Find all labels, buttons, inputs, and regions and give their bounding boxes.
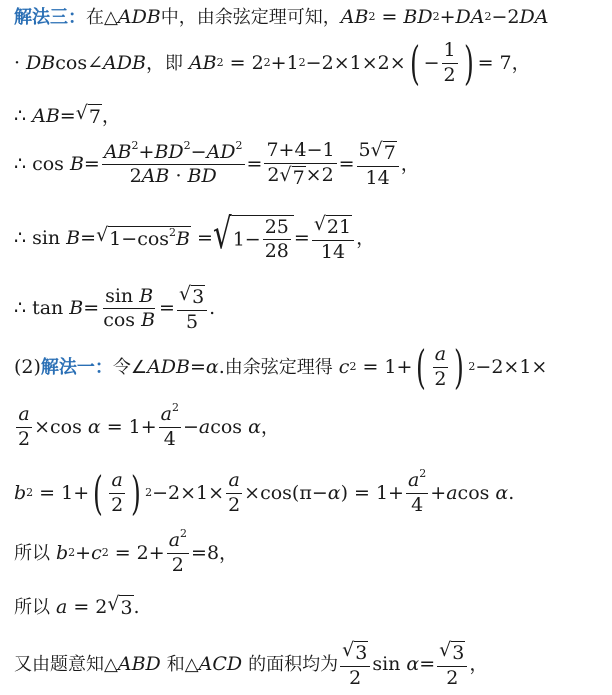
- num: 2: [168, 481, 181, 504]
- num: 8: [206, 541, 220, 564]
- num: 7: [499, 51, 512, 74]
- op: −: [121, 228, 138, 251]
- var-adb: ADB: [103, 51, 146, 74]
- numerator: a: [109, 470, 124, 494]
- var-db: DB: [26, 51, 56, 74]
- num: 2: [251, 51, 264, 74]
- op: ×: [305, 163, 322, 186]
- line-9: b 2 = 1 + ( $\frac{a}{2}$ ) 2 − 2 × 1 × $\frac{a}{2}$ × cos ( π − α ) = 1 + $\frac{a^2}{4}$ + a cos α .: [14, 465, 515, 520]
- denominator: 2: [228, 493, 241, 516]
- pi: π: [299, 481, 312, 504]
- v: AB: [103, 140, 132, 163]
- fraction-sinb: [312, 214, 354, 264]
- e: 2: [131, 138, 139, 152]
- right-paren: ): [454, 339, 465, 394]
- var-ab: AB: [32, 105, 60, 127]
- num: 1: [375, 481, 389, 504]
- e: 2: [419, 467, 427, 480]
- v: BD: [187, 165, 217, 188]
- times: ×: [244, 481, 261, 504]
- op: −: [306, 139, 323, 161]
- var-a: a: [198, 415, 211, 438]
- op: +: [138, 140, 155, 163]
- e: 2: [180, 527, 188, 540]
- eq: =: [229, 51, 246, 74]
- period: .: [133, 596, 140, 618]
- v: B: [176, 228, 190, 251]
- line-1: 解法三： 在△ ADB 中，由余弦定理可知， AB 2 = BD 2 + DA 2 − 2 DA: [14, 6, 549, 28]
- op: ·: [175, 165, 182, 188]
- line-4: [14, 140, 606, 190]
- numerator: a: [433, 344, 448, 368]
- rparen: ): [340, 481, 349, 504]
- radicand: 3: [355, 642, 368, 664]
- radicand: 7: [383, 142, 396, 164]
- denominator: 2: [18, 427, 31, 450]
- plus: +: [75, 541, 92, 564]
- comma: ，: [260, 415, 280, 438]
- final-text-c: 的面积均为: [248, 654, 339, 676]
- eq: =: [246, 153, 263, 176]
- var-b: B: [66, 227, 81, 250]
- e: 2: [169, 226, 177, 240]
- n: 1: [232, 227, 245, 250]
- method-1-label: 解法一：: [40, 356, 113, 378]
- denominator: 2: [171, 553, 184, 576]
- numerator: [312, 214, 354, 241]
- fraction-a-2: [16, 404, 32, 451]
- e: 2: [235, 138, 243, 152]
- op: −: [190, 140, 207, 163]
- numerator: [406, 467, 428, 494]
- intro-text: 在△: [86, 6, 118, 28]
- eq: =: [362, 355, 379, 378]
- radicand: 3: [120, 597, 133, 619]
- plus: +: [270, 51, 287, 74]
- minus: −: [305, 51, 322, 74]
- minus: −: [491, 6, 508, 28]
- num: 2: [95, 596, 108, 618]
- line-6: [14, 284, 606, 334]
- numerator: [357, 140, 399, 167]
- sin-fn: sin: [32, 227, 61, 250]
- var-c: c: [91, 541, 102, 564]
- eq: =: [83, 297, 100, 320]
- fraction-a2-4: [159, 401, 181, 451]
- cosine-law-text: 中，由余弦定理可知，: [160, 6, 341, 28]
- n: 4: [294, 139, 307, 161]
- eq: =: [106, 415, 123, 438]
- fn: sin: [105, 284, 134, 307]
- times: ×: [389, 51, 406, 74]
- line-11: [14, 595, 606, 620]
- fraction-numeric: [264, 140, 336, 190]
- eq: =: [477, 51, 494, 74]
- method-3-label: 解法三：: [14, 6, 86, 28]
- radicand: [108, 226, 191, 251]
- n: 2: [129, 165, 142, 188]
- num: 1: [519, 355, 532, 378]
- num: 1: [384, 355, 397, 378]
- plus: +: [140, 415, 157, 438]
- var-b: B: [69, 153, 84, 176]
- numerator: [159, 401, 181, 428]
- plus: +: [388, 481, 404, 504]
- denominator: [101, 309, 157, 332]
- denominator: 14: [365, 166, 390, 189]
- sqrt-7: √ 7: [370, 139, 396, 164]
- eq: =: [197, 227, 213, 250]
- cos-fn: cos: [210, 415, 243, 438]
- times: ×: [180, 481, 197, 504]
- denominator: 28: [264, 240, 289, 263]
- denominator: 2: [446, 666, 459, 689]
- line-3: [14, 104, 606, 129]
- v: BD: [154, 140, 184, 163]
- num: 1: [286, 51, 299, 74]
- fraction-tanb: [177, 284, 207, 334]
- angle-sym: ∠: [87, 51, 104, 74]
- sqrt-1-cos2b: √ $1-\cos^2B$: [96, 224, 190, 251]
- period: .: [218, 355, 225, 378]
- numerator: a: [16, 404, 31, 428]
- denominator: 14: [320, 240, 346, 263]
- ji-text: 即: [164, 52, 183, 74]
- fraction-cosb: [102, 138, 245, 189]
- var-a: a: [446, 481, 458, 504]
- n: 2: [267, 163, 280, 186]
- radicand: 7: [292, 166, 305, 189]
- var-a: a: [56, 596, 68, 618]
- denominator: 2: [443, 63, 456, 86]
- var-adb: ADB: [147, 355, 190, 378]
- fraction-sqrt3-2: [437, 640, 467, 690]
- var-ab: AB: [188, 51, 217, 74]
- numerator: [177, 284, 207, 311]
- fraction-a-2: [226, 470, 242, 517]
- minus: −: [475, 355, 492, 378]
- part-2-label: (2): [14, 355, 41, 378]
- cos-fn: cos: [260, 481, 292, 504]
- sqrt-3: √ 3: [178, 283, 205, 308]
- suoyi-text: 所以: [14, 542, 50, 564]
- sqrt-7: √ 7: [75, 102, 101, 128]
- therefore-sym: ∴: [14, 153, 27, 176]
- line-2: · DB cos ∠ ADB ， 即 AB 2 = 2 2 + 1 2 − 2 × 1 × 2 × ( − $\frac{1}{2}$ ) = 7 ，: [14, 35, 531, 90]
- denominator: [265, 164, 335, 190]
- times: ×: [531, 355, 548, 378]
- cos-fn: cos: [55, 51, 88, 74]
- fraction-sin-cos: [101, 286, 157, 333]
- triangle-adb: ADB: [117, 6, 161, 28]
- v: AD: [206, 140, 236, 163]
- denominator: 4: [163, 427, 176, 450]
- op: +: [278, 139, 295, 161]
- n: 5: [358, 139, 371, 161]
- minus: −: [152, 481, 169, 504]
- radicand: 21: [326, 216, 352, 238]
- minus: −: [311, 481, 328, 504]
- right-paren: ): [463, 35, 474, 90]
- period: .: [209, 297, 216, 320]
- tan-fn: tan: [32, 297, 64, 320]
- e: 2: [171, 401, 179, 414]
- final-text-a: 又由题意知△: [14, 654, 118, 676]
- eq: =: [73, 596, 90, 618]
- var-b: B: [69, 297, 84, 320]
- sqrt-1-25-28: √ 1− $\frac{25}{28}$: [213, 215, 294, 264]
- numerator: [102, 138, 245, 166]
- numerator: 25: [263, 217, 291, 241]
- n: 1: [322, 139, 335, 161]
- numerator: a: [226, 470, 241, 494]
- alpha: α: [205, 355, 219, 378]
- sqrt-3: √ 3: [439, 639, 465, 664]
- final-text-b: 和△: [166, 654, 199, 676]
- numerator: [167, 527, 189, 554]
- var-b-lower: b: [56, 541, 69, 564]
- sqrt-7: √ 7: [279, 163, 305, 189]
- sin-fn: sin: [372, 653, 401, 676]
- denominator: 5: [186, 310, 199, 333]
- denominator: 2: [434, 367, 447, 390]
- num: 1: [349, 51, 362, 74]
- left-paren: (: [416, 339, 427, 394]
- v: a: [407, 469, 420, 491]
- num: 2: [491, 355, 504, 378]
- var-acd: ACD: [198, 653, 243, 676]
- denominator: 2: [349, 666, 362, 689]
- v: B: [139, 284, 154, 307]
- therefore-sym: ∴: [14, 105, 27, 127]
- alpha: α: [495, 481, 509, 504]
- e: 2: [183, 138, 191, 152]
- num: 2: [377, 51, 390, 74]
- suoyi-text: 所以: [14, 596, 50, 618]
- left-paren: (: [409, 35, 420, 90]
- eq: =: [381, 6, 398, 28]
- n: 1: [109, 228, 122, 251]
- fraction-result: [357, 140, 399, 190]
- fraction-a2-4: [406, 467, 428, 517]
- v: a: [160, 403, 172, 425]
- eq: =: [338, 153, 355, 176]
- alpha: α: [406, 653, 420, 676]
- times: ×: [34, 415, 51, 438]
- op: −: [244, 227, 261, 250]
- left-paren: (: [93, 465, 104, 520]
- plus: +: [430, 481, 447, 504]
- sqrt-21: √ 21: [313, 213, 352, 238]
- v: B: [141, 309, 156, 332]
- numerator: [437, 640, 467, 667]
- radicand: [232, 215, 294, 264]
- eq: =: [189, 355, 206, 378]
- var-c: c: [338, 355, 350, 378]
- numerator: [340, 640, 370, 667]
- comma: ，: [469, 653, 489, 676]
- comma: ，: [511, 51, 531, 74]
- line-12: [14, 640, 606, 690]
- fraction-a-2: [109, 470, 125, 517]
- var-abd: ABD: [117, 653, 161, 676]
- comma: ，: [356, 227, 376, 250]
- times: ×: [361, 51, 378, 74]
- num: 1: [61, 481, 74, 504]
- denominator: [128, 165, 219, 188]
- var-da: DA: [519, 6, 549, 28]
- fraction-25-28: [263, 217, 291, 264]
- fn: cos: [137, 228, 170, 251]
- alpha: α: [248, 415, 261, 438]
- eq: =: [159, 297, 175, 320]
- comma: ，: [219, 541, 239, 564]
- eq: =: [114, 541, 131, 564]
- minus: −: [182, 415, 199, 438]
- alpha: α: [87, 415, 101, 438]
- line-10: 所以 b 2 + c 2 = 2 + $\frac{a^2}{2}$ = 8 ，: [14, 527, 239, 576]
- fn: cos: [103, 309, 136, 332]
- v: AB: [141, 165, 170, 188]
- times: ×: [208, 481, 225, 504]
- period: .: [508, 481, 515, 504]
- radicand: 7: [88, 106, 101, 128]
- fraction-one-half: [442, 40, 458, 87]
- line-7: (2) 解法一： 令∠ ADB = α . 由余弦定理得 c 2 = 1 + ( $\frac{a}{2}$ ) 2 − 2 × 1 ×: [14, 339, 548, 394]
- cos-fn: cos: [32, 153, 64, 176]
- denominator: 4: [411, 493, 424, 516]
- cosine-law-text: 由余弦定理得: [224, 356, 333, 378]
- minus: −: [423, 51, 440, 74]
- var-ab: AB: [340, 6, 369, 28]
- sqrt-3: √ 3: [107, 593, 133, 619]
- eq: =: [293, 227, 310, 250]
- line-5: [14, 208, 606, 264]
- comma: ，: [145, 51, 165, 74]
- num: 2: [507, 6, 520, 28]
- let-text: 令∠: [112, 356, 148, 378]
- plus: +: [439, 6, 456, 28]
- var-b-lower: b: [14, 481, 27, 504]
- cos-fn: cos: [457, 481, 490, 504]
- n: 7: [266, 139, 279, 161]
- eq: =: [191, 541, 207, 564]
- var-da: DA: [455, 6, 485, 28]
- sqrt-3: √ 3: [342, 639, 368, 664]
- numerator: 1: [442, 40, 458, 64]
- numerator: [264, 140, 336, 164]
- fraction-a2-2: [167, 527, 189, 577]
- num: 2: [136, 541, 149, 564]
- eq: =: [83, 153, 100, 176]
- times: ×: [503, 355, 520, 378]
- fraction-sqrt3-2: [340, 640, 370, 690]
- n: 2: [321, 163, 334, 186]
- radicand: 3: [192, 286, 205, 308]
- plus: +: [148, 541, 165, 564]
- eq: =: [59, 105, 76, 127]
- plus: +: [396, 355, 413, 378]
- num: 1: [196, 481, 209, 504]
- numerator: [103, 286, 155, 310]
- eq: =: [419, 653, 436, 676]
- eq: =: [39, 481, 56, 504]
- therefore-sym: ∴: [14, 227, 27, 250]
- dot: ·: [14, 51, 21, 74]
- v: a: [168, 529, 181, 551]
- therefore-sym: ∴: [14, 297, 27, 320]
- cos-fn: cos: [50, 415, 82, 438]
- alpha: α: [327, 481, 341, 504]
- eq: =: [80, 227, 97, 250]
- right-paren: ): [131, 465, 142, 520]
- lparen: (: [291, 481, 300, 504]
- num: 2: [321, 51, 334, 74]
- denominator: 2: [111, 493, 124, 516]
- comma: ，: [101, 105, 121, 127]
- eq: =: [354, 481, 370, 504]
- radicand: 3: [452, 642, 465, 664]
- num: 1: [128, 415, 141, 438]
- times: ×: [333, 51, 350, 74]
- var-bd: BD: [403, 6, 433, 28]
- line-8: [14, 401, 606, 451]
- comma: ，: [400, 153, 420, 176]
- plus: +: [73, 481, 90, 504]
- fraction-a-2: [432, 344, 448, 391]
